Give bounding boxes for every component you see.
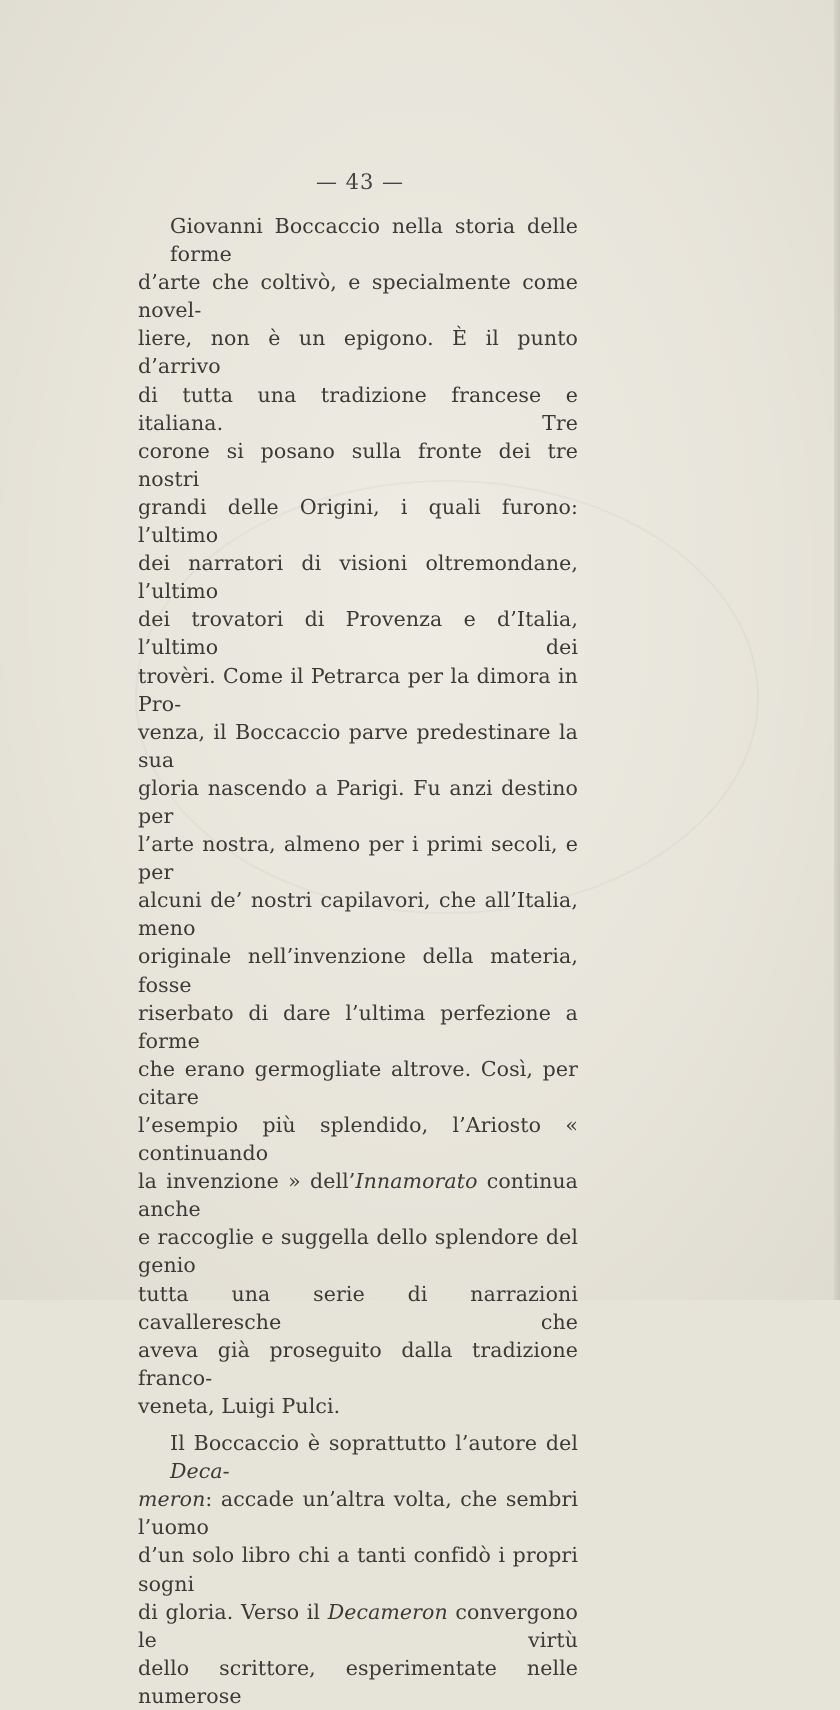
text-line: Il Boccaccio è soprattutto l’autore del Deca-	[170, 1431, 578, 1484]
text-line: dei narratori di visioni oltremondane, l’ultimo	[138, 551, 578, 604]
text-line: tutta una serie di narrazioni cavalleresche che	[138, 1281, 578, 1334]
text-line: aveva già proseguito dalla tradizione franco-	[138, 1337, 578, 1390]
page-edge	[834, 0, 840, 1300]
text-line: riserbato di dare l’ultima perfezione a forme	[138, 1000, 578, 1053]
page-number: — 43 —	[315, 170, 405, 194]
text-line: veneta, Luigi Pulci.	[138, 1393, 341, 1418]
text-line: e raccoglie e suggella dello splendore del genio	[138, 1225, 578, 1278]
text-line: gloria nascendo a Parigi. Fu anzi destino per	[138, 775, 578, 828]
paragraph-2	[138, 1429, 578, 1710]
text-line: l’arte nostra, almeno per i primi secoli, e per	[138, 832, 578, 885]
text-line: alcuni de’ nostri capilavori, che all’Italia, meno	[138, 888, 578, 941]
text-line: dei trovatori di Provenza e d’Italia, l’ultimo dei	[138, 607, 578, 660]
text-line: di tutta una tradizione francese e italiana. Tre	[138, 382, 578, 435]
text-line: liere, non è un epigono. È il punto d’arrivo	[138, 326, 578, 379]
text-line: dello scrittore, esperimentate nelle numerose	[138, 1655, 578, 1708]
text-line: grandi delle Origini, i quali furono: l’ultimo	[138, 494, 578, 548]
text-line: d’un solo libro chi a tanti confidò i propri sogni	[138, 1543, 578, 1596]
text-line: Giovanni Boccaccio nella storia delle forme	[170, 214, 578, 267]
paragraph-1	[138, 212, 578, 1420]
body-text	[138, 212, 578, 1710]
text-line: trovèri. Come il Petrarca per la dimora in Pro-	[138, 663, 578, 716]
text-line: corone si posano sulla fronte dei tre nostri	[138, 438, 578, 491]
text-line: originale nell’invenzione della materia, fosse	[138, 944, 578, 997]
text-line: che erano germogliate altrove. Così, per citare	[138, 1056, 578, 1109]
text-line: di gloria. Verso il Decameron convergono le virtù	[138, 1599, 578, 1652]
text-line: l’esempio più splendido, l’Ariosto « continuando	[138, 1113, 578, 1166]
text-line: d’arte che coltivò, e specialmente come novel-	[138, 270, 578, 323]
text-line: la invenzione » dell’Innamorato continua anche	[138, 1169, 578, 1222]
text-line: meron: accade un’altra volta, che sembri l’uomo	[138, 1487, 578, 1540]
text-line: venza, il Boccaccio parve predestinare la sua	[138, 719, 578, 772]
